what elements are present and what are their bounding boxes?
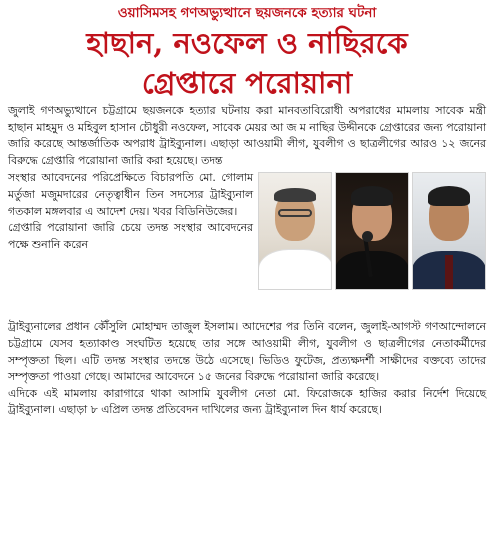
portrait-photo-3 [412, 172, 486, 290]
portrait-photo-1 [258, 172, 332, 290]
headline-line-2: গ্রেপ্তারে পরোয়ানা [141, 66, 353, 100]
paragraph-3: এদিকে এই মামলায় কারাগারে থাকা আসামি যুবলীগ নেতা মো. ফিরোজকে হাজির করার নির্দেশ দিয়েছে ট্রাইব্যুনাল। এছাড়া ৮ এপ্রিল তদন্ত প্রতিবেদন দাখিলের জন্য ট্রাইব্যুনাল দিন ধার্য করেছে। [8, 386, 486, 417]
text-photo-row [8, 170, 486, 318]
intro-paragraph: জুলাই গণঅভ্যুত্থানে চট্টগ্রামে ছয়জনকে হত্যার ঘটনায় করা মানবতাবিরোধী অপরাধের মামলায় সাবেক মন্ত্রী হাছান মাহমুদ ও মহিবুল হাসান চৌধুরী নওফেল, সাবেক মেয়র আ জ ম নাছির উদ্দীনকে গ্রেপ্তারের জন্য পরোয়ানা জারি করেছে আন্তর্জাতিক অপরাধ ট্রাইব্যুনাল। এছাড়া আওয়ামী লীগ, যুবলীগ ও ছাত্রলীগের আরও ১২ জনের বিরুদ্ধে গ্রেপ্তারি পরোয়ানা জারি করা হয়েছে। তদন্ত [8, 104, 486, 167]
side-column [8, 170, 253, 253]
kicker: ওয়াসিমসহ গণঅভ্যুত্থানে ছয়জনকে হত্যার ঘটনা [117, 5, 377, 21]
portrait-photo-2 [335, 172, 409, 290]
side-paragraph-2: গ্রেপ্তারি পরোয়ানা জারি চেয়ে তদন্ত সংস্থার আবেদনের পক্ষে শুনানি করেন [8, 221, 253, 251]
paragraph-2-continued: ট্রাইব্যুনালের প্রধান কৌঁসুলি মোহাম্মদ তাজুল ইসলাম। আদেশের পর তিনি বলেন, জুলাই-আগস্ট গণআন্দোলনে চট্টগ্রামে যেসব হত্যাকাণ্ড সংঘটিত হয়েছে তার সঙ্গে আওয়ামী লীগ, যুবলীগ ও ছাত্রলীগের নেতাকর্মীদের সম্পৃক্ততা ছিল। এটি তদন্ত সংস্থার তদন্তে উঠে এসেছে। ভিডিও ফুটেজ, প্রত্যক্ষদর্শী সাক্ষীদের বক্তব্যে তাদের সম্পৃক্ততা পাওয়া গেছে। আমাদের আবেদনে ১৫ জনের বিরুদ্ধে পরোয়ানা জারি করেছে। [8, 320, 486, 384]
side-paragraph-1: সংস্থার আবেদনের পরিপ্রেক্ষিতে বিচারপতি মো. গোলাম মর্তুজা মজুমদারের নেতৃত্বাধীন তিন সদস্যের ট্রাইব্যুনাল গতকাল মঙ্গলবার এ আদেশ দেয়। খবর বিডিনিউজের। [8, 171, 253, 218]
photo-strip [258, 172, 486, 288]
article-body [8, 103, 486, 419]
headline-line-1: হাছান, নওফেল ও নাছিরকে [86, 26, 408, 60]
